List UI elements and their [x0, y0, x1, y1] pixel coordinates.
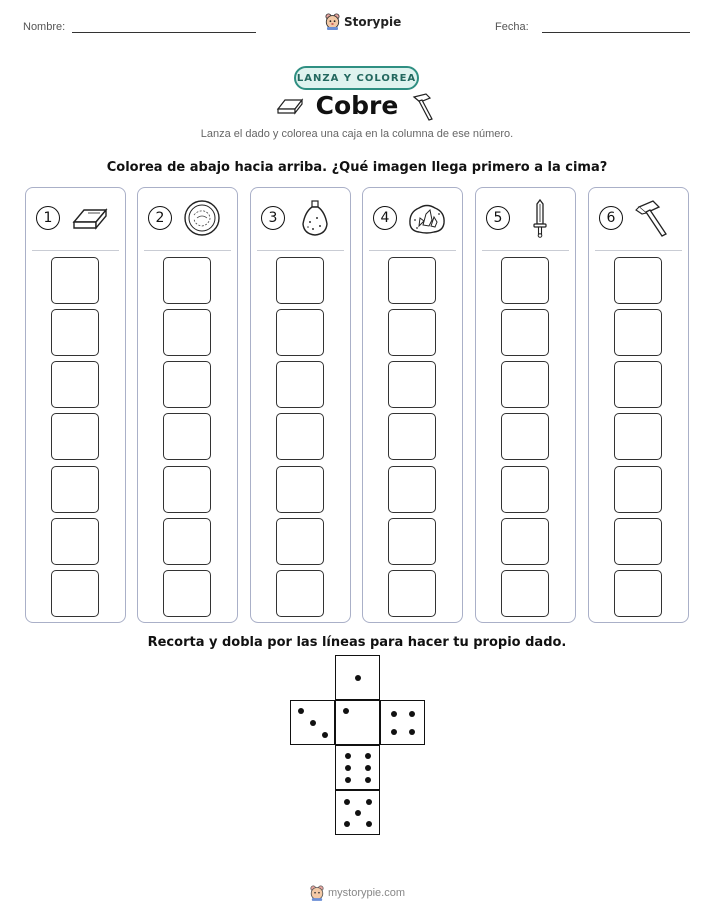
footer: [310, 885, 405, 901]
column-header: [363, 188, 462, 250]
column-divider: [257, 250, 344, 251]
color-box[interactable]: [501, 413, 549, 460]
color-box[interactable]: [51, 309, 99, 356]
color-box[interactable]: [51, 257, 99, 304]
color-box[interactable]: [163, 257, 211, 304]
column-header: [26, 188, 125, 250]
die-face-four: [380, 700, 425, 745]
copper-ornament-icon: [295, 198, 335, 238]
storypie-mascot-icon: [310, 885, 324, 901]
name-label: Nombre:: [23, 21, 66, 33]
column-header: [476, 188, 575, 250]
color-box[interactable]: [163, 413, 211, 460]
column-5: [475, 187, 576, 623]
subtitle: Lanza el dado y colorea una caja en la columna de ese número.: [200, 128, 514, 140]
color-box[interactable]: [501, 570, 549, 617]
column-divider: [369, 250, 456, 251]
color-box[interactable]: [163, 570, 211, 617]
color-box[interactable]: [276, 518, 324, 565]
color-box[interactable]: [388, 257, 436, 304]
color-box[interactable]: [276, 466, 324, 513]
color-box[interactable]: [276, 570, 324, 617]
column-number: 1: [36, 206, 60, 230]
color-box[interactable]: [276, 309, 324, 356]
color-box[interactable]: [501, 518, 549, 565]
color-box[interactable]: [614, 518, 662, 565]
column-number: 4: [373, 206, 397, 230]
die-face-five: [335, 790, 380, 835]
column-header: [138, 188, 237, 250]
page-title: Cobre: [315, 91, 399, 120]
color-box[interactable]: [614, 413, 662, 460]
color-box[interactable]: [51, 413, 99, 460]
color-box[interactable]: [614, 309, 662, 356]
column-6: [588, 187, 689, 623]
die-face-one: [335, 655, 380, 700]
game-instruction: Colorea de abajo hacia arriba. ¿Qué imagen llega primero a la cima?: [106, 160, 608, 175]
color-box[interactable]: [276, 361, 324, 408]
color-box[interactable]: [501, 361, 549, 408]
column-number: 5: [486, 206, 510, 230]
color-box[interactable]: [51, 518, 99, 565]
column-4: [362, 187, 463, 623]
column-divider: [144, 250, 231, 251]
color-box[interactable]: [614, 257, 662, 304]
hammer-icon: [410, 92, 436, 122]
column-3: [250, 187, 351, 623]
color-box[interactable]: [51, 570, 99, 617]
color-box[interactable]: [388, 413, 436, 460]
color-box[interactable]: [614, 466, 662, 513]
column-header: [589, 188, 688, 250]
color-box[interactable]: [388, 570, 436, 617]
brand-logo: [325, 13, 401, 30]
copper-coin-icon: [182, 198, 222, 238]
column-header: [251, 188, 350, 250]
hammer-icon: [633, 198, 673, 238]
color-box[interactable]: [614, 570, 662, 617]
copper-ingot-icon: [70, 198, 110, 238]
color-box[interactable]: [276, 257, 324, 304]
date-field-line[interactable]: [542, 32, 690, 33]
color-box[interactable]: [388, 518, 436, 565]
column-number: 2: [148, 206, 172, 230]
column-divider: [32, 250, 119, 251]
column-1: [25, 187, 126, 623]
column-divider: [595, 250, 682, 251]
die-face-center: [335, 700, 380, 745]
die-face-three: [290, 700, 335, 745]
color-box[interactable]: [501, 257, 549, 304]
color-box[interactable]: [51, 361, 99, 408]
column-number: 3: [261, 206, 285, 230]
column-number: 6: [599, 206, 623, 230]
color-box[interactable]: [388, 361, 436, 408]
copper-ore-icon: [407, 198, 447, 238]
sword-icon: [520, 198, 560, 238]
color-box[interactable]: [501, 309, 549, 356]
activity-badge: LANZA Y COLOREA: [294, 66, 419, 90]
brand-name: Storypie: [344, 14, 402, 29]
color-box[interactable]: [163, 309, 211, 356]
column-2: [137, 187, 238, 623]
dice-net: [290, 655, 430, 840]
color-box[interactable]: [501, 466, 549, 513]
copper-ingot-icon: [275, 95, 305, 117]
color-box[interactable]: [614, 361, 662, 408]
color-box[interactable]: [388, 466, 436, 513]
column-divider: [482, 250, 569, 251]
color-box[interactable]: [276, 413, 324, 460]
footer-url[interactable]: mystorypie.com: [328, 887, 406, 899]
name-field-line[interactable]: [72, 32, 256, 33]
die-face-six: [335, 745, 380, 790]
color-box[interactable]: [51, 466, 99, 513]
dice-instruction: Recorta y dobla por las líneas para hacer tu propio dado.: [147, 635, 567, 650]
date-label: Fecha:: [495, 21, 529, 33]
color-box[interactable]: [163, 466, 211, 513]
color-box[interactable]: [163, 361, 211, 408]
storypie-mascot-icon: [325, 13, 340, 30]
color-box[interactable]: [388, 309, 436, 356]
color-box[interactable]: [163, 518, 211, 565]
